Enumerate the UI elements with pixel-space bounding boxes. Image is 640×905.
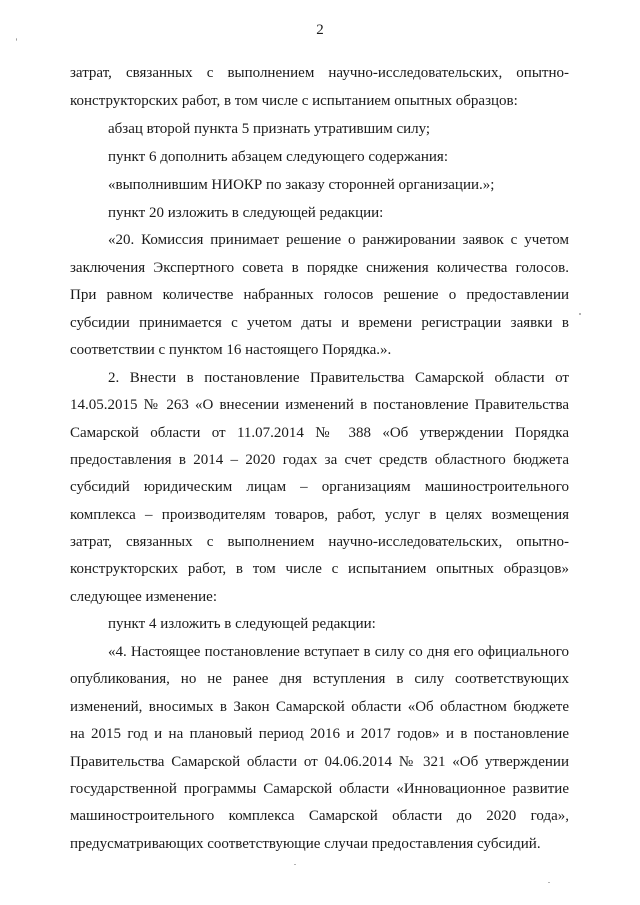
- text-line: конструкторских работ, в том числе с испытанием опытных образцов:: [70, 93, 518, 109]
- text-line: соответствии с пунктом 16 настоящего Порядка.».: [70, 342, 392, 358]
- text-line: «20. Комиссия принимает решение о ранжировании заявок с учетом: [108, 232, 569, 248]
- page-number: 2: [316, 22, 324, 38]
- text-line: машиностроительного комплекса Самарской области до 2020 года»,: [70, 808, 569, 824]
- text-line: При равном количестве набранных голосов решение о предоставлении: [70, 287, 569, 303]
- text-line: пункт 20 изложить в следующей редакции:: [108, 205, 384, 221]
- text-line: Правительства Самарской области от 04.06.2014 № 321 «Об утверждении: [70, 754, 569, 770]
- text-line: пункт 6 дополнить абзацем следующего содержания:: [108, 149, 448, 165]
- scan-speck: [16, 38, 17, 41]
- text-line: предоставления в 2014 – 2020 годах за счет средств областного бюджета: [70, 452, 569, 468]
- text-line: «4. Настоящее постановление вступает в силу со дня его официального: [108, 644, 569, 660]
- text-line: заключения Экспертного совета в порядке снижения количества голосов.: [70, 260, 569, 276]
- text-line: комплекса – производителям товаров, работ, услуг в целях возмещения: [70, 507, 569, 523]
- text-line: затрат, связанных с выполнением научно-исследовательских, опытно-: [70, 65, 569, 81]
- text-line: затрат, связанных с выполнением научно-исследовательских, опытно-: [70, 534, 569, 550]
- scan-speck: [294, 864, 296, 865]
- text-line: предусматривающих соответствующие случаи предоставления субсидий.: [70, 836, 541, 852]
- text-line: конструкторских работ, в том числе с испытанием опытных образцов»: [70, 561, 569, 577]
- text-line: абзац второй пункта 5 признать утратившим силу;: [108, 121, 431, 137]
- text-line: государственной программы Самарской области «Инновационное развитие: [70, 781, 569, 797]
- text-line: «выполнившим НИОКР по заказу сторонней организации.»;: [108, 177, 495, 193]
- text-line: 14.05.2015 № 263 «О внесении изменений в постановление Правительства: [70, 397, 569, 413]
- text-line: Самарской области от 11.07.2014 № 388 «Об утверждении Порядка: [70, 425, 569, 441]
- text-line: изменений, вносимых в Закон Самарской области «Об областном бюджете: [70, 699, 569, 715]
- text-line: на 2015 год и на плановый период 2016 и 2017 годов» и в постановление: [70, 726, 569, 742]
- text-line: субсидии принимается с учетом даты и времени регистрации заявки в: [70, 315, 569, 331]
- scan-speck: [548, 882, 550, 883]
- text-line: опубликования, но не ранее дня вступления в силу соответствующих: [70, 671, 569, 687]
- scan-speck: [579, 313, 581, 315]
- text-line: пункт 4 изложить в следующей редакции:: [108, 616, 376, 632]
- text-line: субсидий юридическим лицам – организациям машиностроительного: [70, 479, 569, 495]
- text-line: следующее изменение:: [70, 589, 218, 605]
- text-line: 2. Внести в постановление Правительства Самарской области от: [108, 370, 569, 386]
